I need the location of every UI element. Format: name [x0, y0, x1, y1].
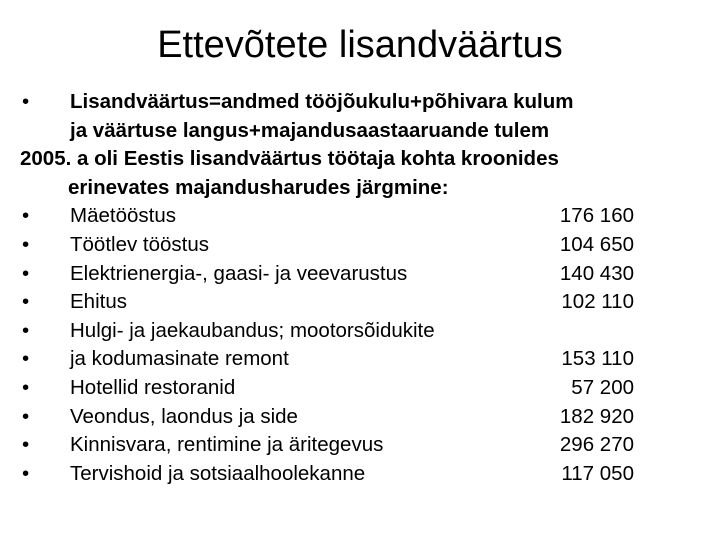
list-item — [20, 345, 690, 374]
sector-label: Tervishoid ja sotsiaalhoolekanne — [70, 461, 366, 485]
list-item — [20, 317, 690, 346]
bullet-icon: • — [22, 433, 30, 457]
sector-value: 176 160 — [559, 204, 634, 228]
bullet-icon: • — [22, 290, 30, 314]
sector-value: 104 650 — [559, 232, 634, 256]
intro-item-continued — [20, 117, 690, 146]
sector-label: Hulgi- ja jaekaubandus; mootorsõidukite — [70, 318, 435, 342]
sector-value: 102 110 — [561, 290, 634, 314]
slide-title: Ettevõtete lisandväärtus — [157, 24, 563, 66]
list-item — [20, 403, 690, 432]
sector-label: Kinnisvara, rentimine ja äritegevus — [70, 433, 384, 457]
bullet-icon: • — [22, 404, 30, 428]
bullet-icon: • — [22, 375, 30, 399]
note-line-2: erinevates majandusharudes järgmine: — [68, 175, 449, 199]
sector-label: Mäetööstus — [70, 204, 176, 228]
sector-label: Töötlev tööstus — [70, 232, 210, 256]
note-line-1: 2005. a oli Eestis lisandväärtus töötaja kohta kroonides — [20, 147, 559, 171]
bullet-icon: • — [22, 204, 30, 228]
list-item — [20, 460, 690, 489]
bullet-icon: • — [22, 461, 30, 485]
list-item — [20, 374, 690, 403]
sector-value: 153 110 — [561, 347, 634, 371]
sector-value: 140 430 — [559, 261, 634, 285]
sector-label: Veondus, laondus ja side — [70, 404, 298, 428]
list-item — [20, 288, 690, 317]
bullet-icon: • — [22, 90, 30, 113]
sector-value: 182 920 — [559, 404, 634, 428]
bullet-icon: • — [22, 347, 30, 371]
list-item — [20, 231, 690, 260]
note-line — [20, 145, 690, 174]
sector-label: Hotellid restoranid — [70, 375, 236, 399]
sector-value: 117 050 — [561, 461, 634, 485]
intro-line-2: ja väärtuse langus+majandusaastaaruande tulem — [70, 118, 550, 142]
sector-value: 296 270 — [559, 433, 634, 457]
intro-line-1: Lisandväärtus=andmed tööjõukulu+põhivara kulum — [70, 90, 574, 113]
list-item — [20, 431, 690, 460]
sector-label: Ehitus — [70, 290, 127, 314]
bullet-icon: • — [22, 261, 30, 285]
bullet-icon: • — [22, 232, 30, 256]
list-item — [20, 202, 690, 231]
intro-item — [20, 88, 690, 117]
slide-content — [20, 88, 690, 488]
sector-label: ja kodumasinate remont — [70, 347, 289, 371]
list-item — [20, 260, 690, 289]
note-line-continued — [20, 174, 690, 203]
bullet-icon: • — [22, 318, 30, 342]
sector-label: Elektrienergia-, gaasi- ja veevarustus — [70, 261, 408, 285]
sector-value: 57 200 — [571, 375, 634, 399]
